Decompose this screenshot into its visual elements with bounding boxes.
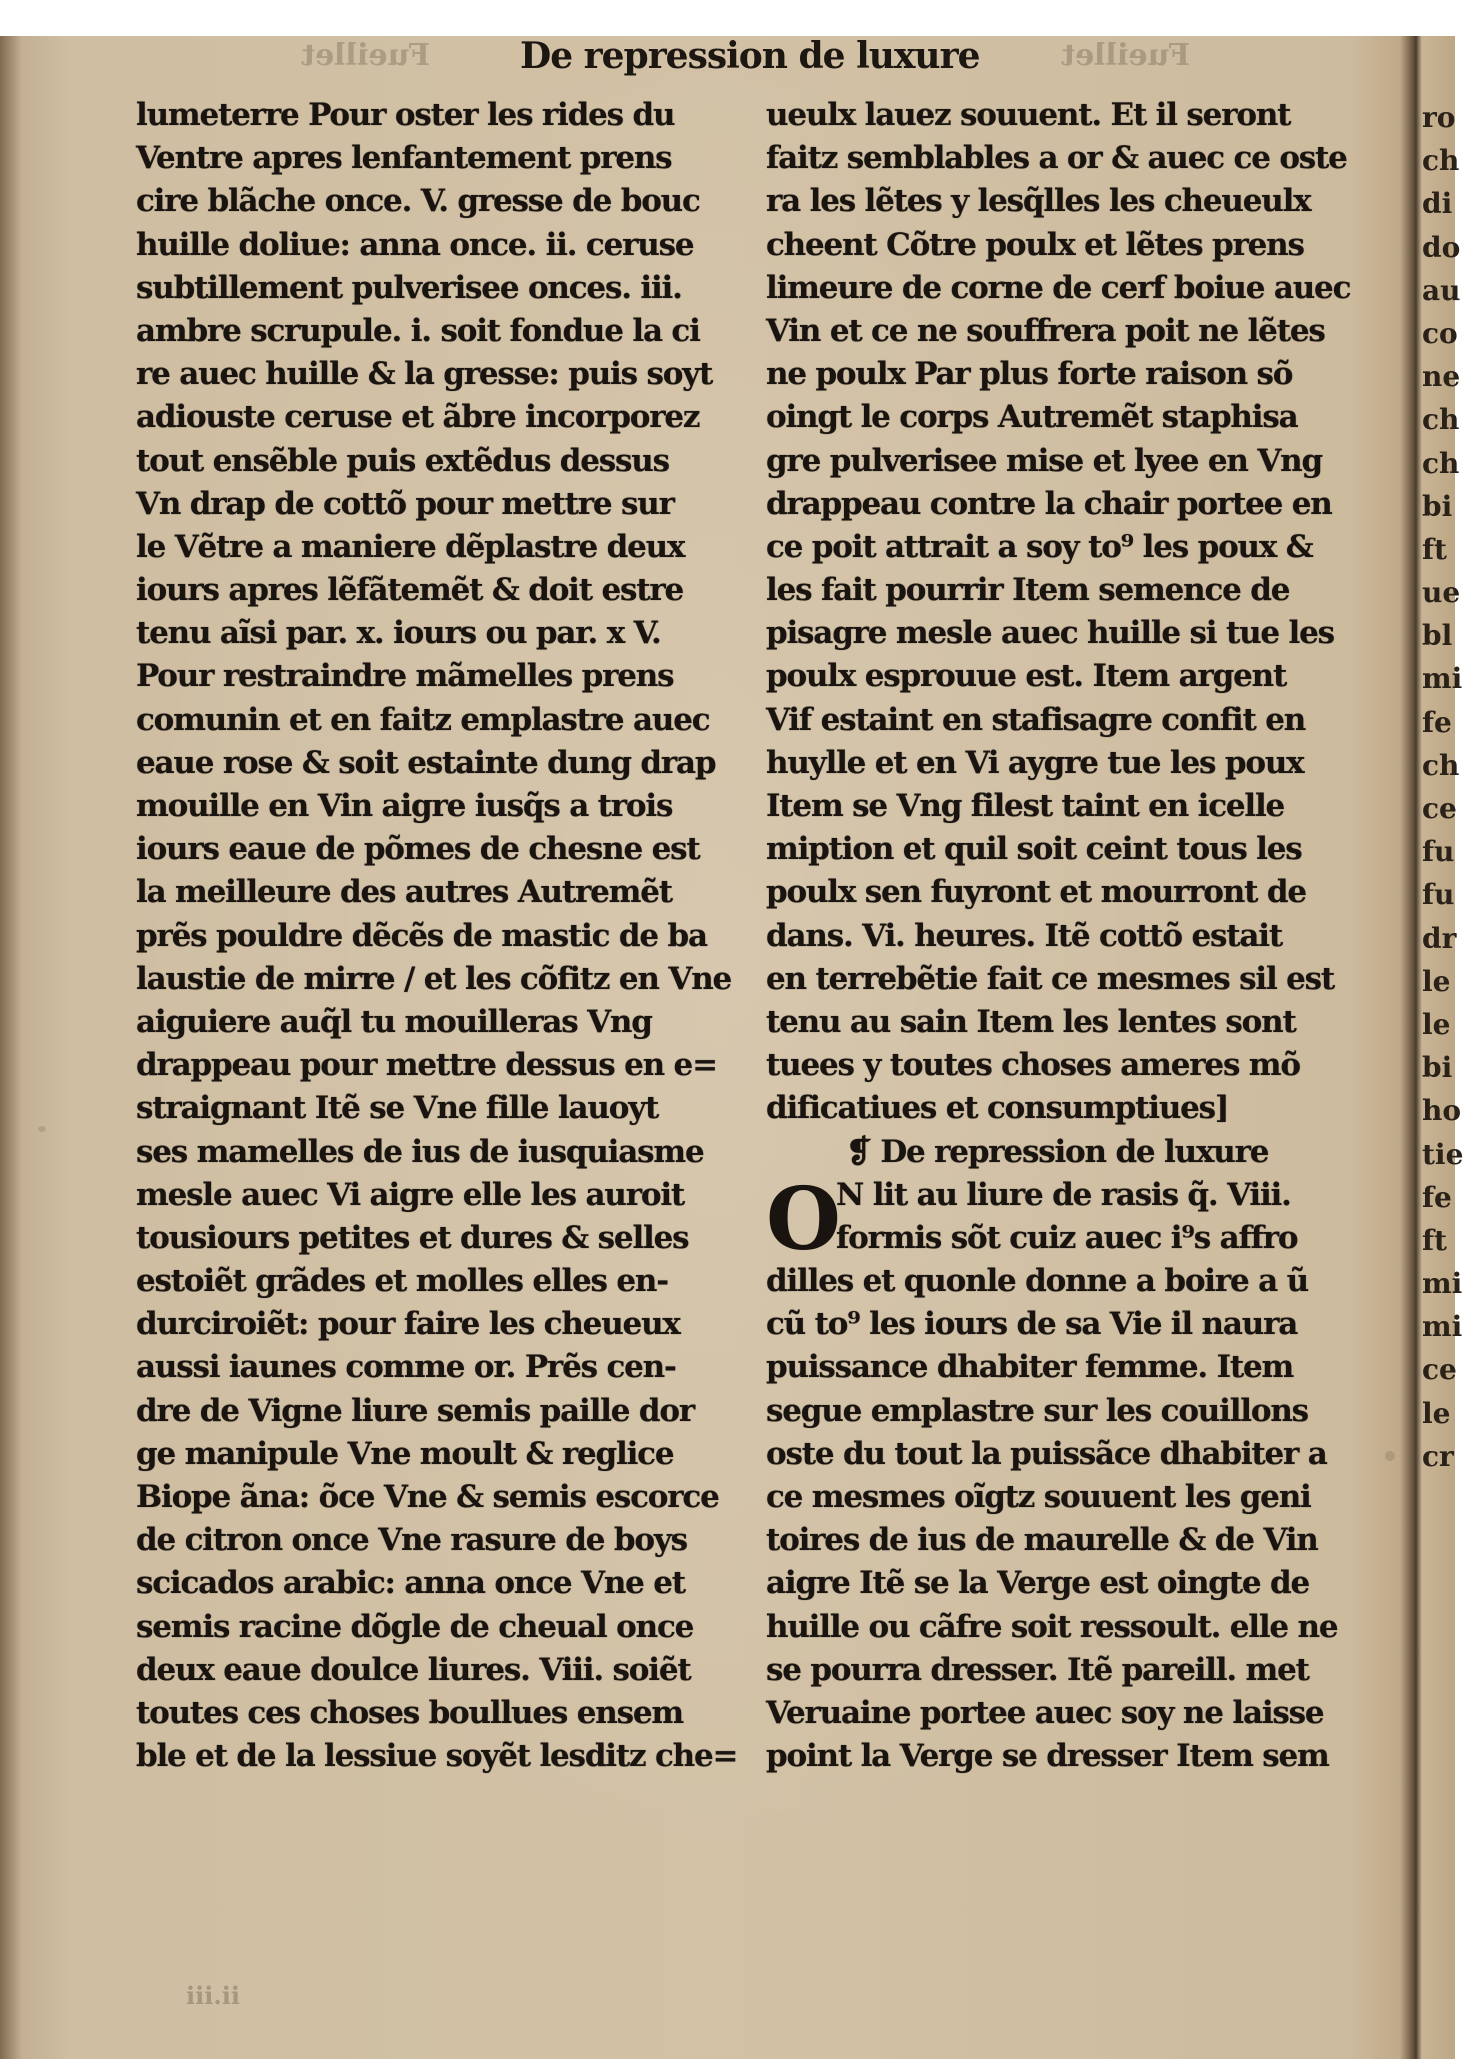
facing-page-line-stub: le: [1422, 964, 1451, 998]
facing-page-line-stub: au: [1422, 273, 1461, 307]
text-line: N lit au liure de rasis q̃. Viii.: [836, 1176, 1291, 1213]
facing-page-line-stub: mi: [1422, 1310, 1463, 1344]
text-line: adiouste ceruse et ãbre incorporez: [136, 399, 700, 436]
facing-page-line-stub: ch: [1422, 144, 1460, 178]
text-line: huille doliue: anna once. ii. ceruse: [136, 226, 694, 263]
text-line: ce mesmes oĩgtz souuent les geni: [766, 1479, 1311, 1515]
text-line: ne poulx Par plus forte raison sõ: [766, 356, 1293, 393]
facing-page-line-stub: ch: [1422, 403, 1460, 437]
text-line: deux eaue doulce liures. Viii. soiẽt: [136, 1651, 691, 1688]
text-line: cheent Cõtre poulx et lẽtes prens: [766, 226, 1304, 263]
right-column-top-text: [766, 94, 1351, 1131]
text-line: ce poit attrait a soy to⁹ les poux &: [766, 528, 1313, 565]
text-line: dificatiues et consumptiues]: [766, 1090, 1229, 1127]
text-line: aigre Itẽ se la Verge est oingte de: [766, 1565, 1309, 1602]
text-line: toutes ces choses boullues ensem: [136, 1694, 683, 1731]
text-line: tenu aĩsi par. x. iours ou par. x V.: [136, 615, 661, 652]
facing-page-line-stub: ne: [1422, 360, 1461, 394]
text-line: prẽs pouldre dẽcẽs de mastic de ba: [136, 917, 707, 954]
text-line: segue emplastre sur les couillons: [766, 1392, 1308, 1429]
text-line: pisagre mesle auec huille si tue les: [766, 615, 1334, 652]
facing-page-line-stub: le: [1422, 1396, 1451, 1430]
facing-page-line-stub: fu: [1422, 878, 1455, 912]
text-line: se pourra dresser. Itẽ pareill. met: [766, 1651, 1309, 1688]
text-line: Veruaine portee auec soy ne laisse: [766, 1694, 1324, 1731]
section-heading: ❡ De repression de luxure: [846, 1133, 1269, 1170]
text-line: Vif estaint en stafisagre confit en: [766, 701, 1306, 738]
text-line: de citron once Vne rasure de boys: [136, 1522, 687, 1559]
text-line: ambre scrupule. i. soit fondue la ci: [136, 312, 700, 349]
bleed-through-footer: iii.ii: [186, 1981, 240, 2010]
left-text-column: [136, 94, 746, 2014]
facing-page-line-stub: ft: [1422, 532, 1447, 566]
facing-page-line-stub: ro: [1422, 101, 1456, 134]
text-line: dans. Vi. heures. Itẽ cottõ estait: [766, 917, 1282, 954]
text-line: semis racine dõgle de cheual once: [136, 1608, 694, 1645]
facing-page-edge: [1422, 96, 1463, 1996]
text-line: dre de Vigne liure semis paille dor: [136, 1392, 694, 1429]
dropcap-paragraph-start: [766, 1168, 1351, 1270]
text-line: Pour restraindre mãmelles prens: [136, 658, 674, 695]
facing-page-line-stub: dr: [1422, 921, 1457, 955]
facing-page-line-stub: ce: [1422, 792, 1457, 825]
text-line: huylle et en Vi aygre tue les poux: [766, 744, 1304, 781]
text-line: Ventre apres lenfantement prens: [136, 140, 672, 177]
text-line: toires de ius de maurelle & de Vin: [766, 1522, 1318, 1559]
text-line: puissance dhabiter femme. Item: [766, 1349, 1294, 1386]
dropcap-indented-lines: [766, 1168, 1351, 1270]
text-line: drappeau contre la chair portee en: [766, 485, 1332, 522]
text-line: poulx esprouue est. Item argent: [766, 658, 1287, 695]
facing-page-line-stub: ch: [1422, 446, 1460, 480]
text-line: tousiours petites et dures & selles: [136, 1219, 689, 1256]
paper-stain: [1385, 1451, 1395, 1461]
text-line: Vin et ce ne souffrera poit ne lẽtes: [766, 312, 1325, 349]
right-column-bottom-text: [766, 1260, 1351, 1778]
text-line: cire blãche once. V. gresse de bouc: [136, 183, 700, 220]
text-line: aiguiere auq̃l tu mouilleras Vng: [136, 1003, 652, 1040]
text-line: le Vẽtre a maniere dẽplastre deux: [136, 528, 685, 565]
text-line: poulx sen fuyront et mourront de: [766, 874, 1306, 911]
text-line: tout ensẽble puis extẽdus dessus: [136, 442, 669, 479]
facing-page-line-stub: tie: [1422, 1137, 1463, 1171]
text-line: ueulx lauez souuent. Et il seront: [766, 97, 1291, 133]
text-line: oste du tout la puissãce dhabiter a: [766, 1435, 1327, 1472]
facing-page-line-stub: di: [1422, 187, 1453, 221]
paper-stain: [38, 1126, 46, 1132]
text-line: ble et de la lessiue soyẽt lesditz che=: [136, 1738, 738, 1775]
text-line: drappeau pour mettre dessus en e=: [136, 1047, 717, 1084]
facing-page-line-stub: fu: [1422, 835, 1455, 869]
text-line: straignant Itẽ se Vne fille lauoyt: [136, 1090, 659, 1127]
text-line: eaue rose & soit estainte dung drap: [136, 744, 716, 781]
text-line: ses mamelles de ius de iusquiasme: [136, 1133, 704, 1170]
facing-page-line-stub: ft: [1422, 1223, 1447, 1257]
text-line: ge manipule Vne moult & reglice: [136, 1435, 674, 1472]
text-line: les fait pourrir Item semence de: [766, 572, 1290, 609]
text-line: laustie de mirre / et les cõfitz en Vne: [136, 960, 732, 997]
text-line: Biope ãna: õce Vne & semis escorce: [136, 1479, 719, 1515]
text-line: subtillement pulverisee onces. iii.: [136, 269, 682, 306]
text-line: dilles et quonle donne a boire a ũ: [766, 1263, 1308, 1300]
facing-page-line-stub: ue: [1422, 576, 1461, 610]
facing-page-line-stub: le: [1422, 1007, 1451, 1041]
text-line: gre pulverisee mise et lyee en Vng: [766, 442, 1322, 479]
facing-page-line-stub: cr: [1422, 1439, 1454, 1473]
text-line: huille ou cãfre soit ressoult. elle ne: [766, 1608, 1338, 1645]
bleed-through-text-right: Fueillet: [1061, 38, 1190, 73]
text-line: comunin et en faitz emplastre auec: [136, 701, 710, 738]
facing-page-line-stub: mi: [1422, 1267, 1463, 1301]
text-line: en terrebẽtie fait ce mesmes sil est: [766, 960, 1335, 997]
text-line: Item se Vng filest taint en icelle: [766, 788, 1285, 824]
facing-page-line-stub: mi: [1422, 662, 1463, 696]
text-line: re auec huille & la gresse: puis soyt: [136, 356, 713, 393]
bleed-through-text-left: Fueillet: [301, 38, 430, 73]
text-line: durciroiẽt: pour faire les cheueux: [136, 1306, 680, 1343]
right-text-column: [766, 94, 1351, 2014]
facing-page-line-stub: ch: [1422, 748, 1460, 782]
running-head: De repression de luxure: [520, 35, 980, 77]
text-line: scicados arabic: anna once Vne et: [136, 1565, 685, 1602]
text-line: cũ to⁹ les iours de sa Vie il naura: [766, 1306, 1298, 1343]
text-line: Vn drap de cottõ pour mettre sur: [136, 485, 674, 522]
text-line: miption et quil soit ceint tous les: [766, 831, 1302, 868]
facing-page-line-stub: bi: [1422, 489, 1453, 523]
text-line: la meilleure des autres Autremẽt: [136, 874, 672, 911]
facing-page-line-stub: ho: [1422, 1094, 1462, 1128]
text-line: limeure de corne de cerf boiue auec: [766, 269, 1351, 306]
text-line: iours apres lẽfãtemẽt & doit estre: [136, 572, 684, 609]
dropcap-letter: O: [766, 1168, 841, 1270]
text-line: faitz semblables a or & auec ce oste: [766, 140, 1347, 177]
facing-page-line-stub: co: [1422, 316, 1458, 350]
facing-page-line-stub: bl: [1422, 619, 1453, 653]
text-line: estoiẽt grãdes et molles elles en-: [136, 1263, 668, 1300]
text-line: lumeterre Pour oster les rides du: [136, 97, 675, 133]
text-line: aussi iaunes comme or. Prẽs cen-: [136, 1349, 676, 1386]
text-line: mouille en Vin aigre iusq̃s a trois: [136, 788, 673, 824]
text-line: iours eaue de põmes de chesne est: [136, 831, 700, 868]
facing-page-line-stub: do: [1422, 230, 1461, 264]
text-line: formis sõt cuiz auec i⁹s affro: [836, 1219, 1298, 1256]
text-line: oingt le corps Autremẽt staphisa: [766, 399, 1298, 436]
text-line: mesle auec Vi aigre elle les auroit: [136, 1176, 685, 1213]
text-line: point la Verge se dresser Item sem: [766, 1738, 1329, 1775]
facing-page-line-stub: fe: [1422, 1180, 1452, 1214]
text-line: tenu au sain Item les lentes sont: [766, 1003, 1296, 1040]
facing-page-line-stub: bi: [1422, 1051, 1453, 1085]
text-line: ra les lẽtes y lesq̃lles les cheueulx: [766, 183, 1311, 220]
facing-page-line-stub: fe: [1422, 705, 1452, 739]
text-line: tuees y toutes choses ameres mõ: [766, 1047, 1300, 1084]
book-page: [0, 35, 1463, 2059]
facing-page-line-stub: ce: [1422, 1353, 1457, 1387]
